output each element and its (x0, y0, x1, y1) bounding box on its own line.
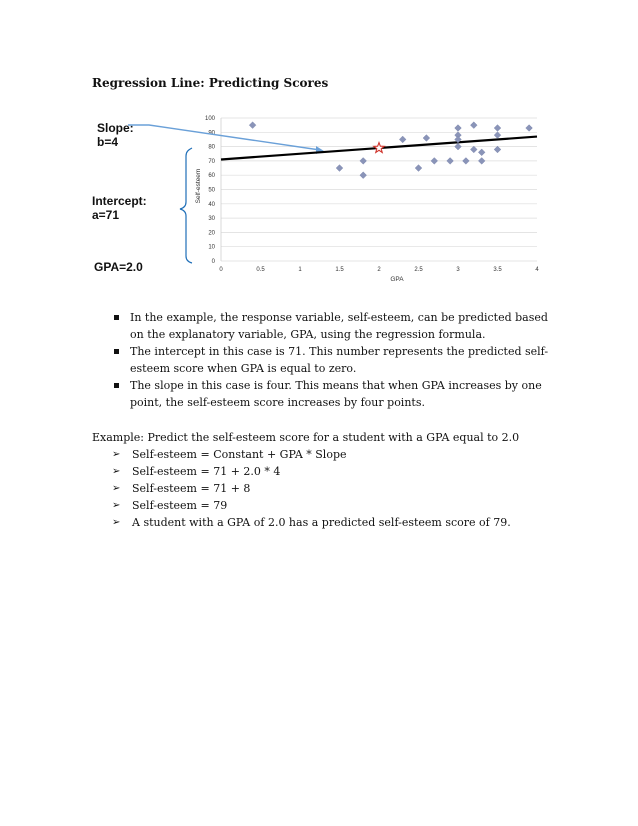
bullet-item (112, 377, 552, 411)
data-point (494, 125, 501, 132)
step-text: A student with a GPA of 2.0 has a predicted self-esteem score of 79. (132, 516, 511, 529)
step-text: Self-esteem = Constant + GPA * Slope (132, 448, 347, 461)
data-point (526, 125, 533, 132)
calculation-steps (112, 446, 511, 531)
data-point (470, 146, 477, 153)
scatter-chart (88, 108, 548, 288)
y-tick-label: 0 (211, 259, 215, 265)
data-point (478, 149, 485, 156)
x-tick-label: 0.5 (256, 267, 265, 273)
x-tick-label: 3 (456, 267, 460, 273)
x-tick-label: 2.5 (414, 267, 423, 273)
arrow-bullet-icon: ➢ (112, 449, 121, 460)
intercept-value: a=71 (92, 208, 120, 222)
data-point (478, 158, 485, 165)
step-item (112, 446, 511, 463)
bullet-text: In the example, the response variable, self-esteem, can be predicted based on the explanatory variable, GPA, using the regression formula. (130, 311, 548, 341)
arrow-bullet-icon: ➢ (112, 466, 121, 477)
example-intro: Example: Predict the self-esteem score for a student with a GPA equal to 2.0 (92, 431, 520, 444)
x-tick-label: 1 (298, 267, 302, 273)
data-point (463, 158, 470, 165)
y-axis-label: Self-esteem (195, 168, 202, 204)
x-tick-labels (219, 267, 539, 273)
x-tick-label: 0 (219, 267, 223, 273)
step-text: Self-esteem = 71 + 8 (132, 482, 251, 495)
y-tick-label: 20 (208, 230, 215, 237)
arrow-bullet-icon: ➢ (112, 517, 121, 528)
y-tick-labels (205, 116, 216, 265)
data-point (447, 158, 454, 165)
bullet-list (112, 309, 552, 411)
highlight-star-marker (374, 143, 384, 153)
bullet-item (112, 309, 552, 343)
y-tick-label: 10 (208, 244, 215, 251)
square-bullet-icon (114, 315, 119, 320)
square-bullet-icon (114, 383, 119, 388)
y-tick-label: 40 (208, 201, 215, 208)
intercept-annotation (92, 194, 147, 222)
page-title: Regression Line: Predicting Scores (92, 76, 329, 90)
regression-figure (88, 108, 548, 288)
slope-annotation (97, 121, 134, 149)
data-point (431, 158, 438, 165)
data-points (249, 122, 532, 179)
data-point (455, 125, 462, 132)
data-point (415, 165, 422, 172)
step-item (112, 480, 511, 497)
step-text: Self-esteem = 79 (132, 499, 228, 512)
data-point (336, 165, 343, 172)
data-point (423, 135, 430, 142)
slope-value: b=4 (97, 135, 119, 149)
y-tick-label: 30 (208, 216, 215, 223)
x-tick-label: 2 (377, 267, 381, 273)
intercept-label: Intercept: (92, 194, 147, 208)
square-bullet-icon (114, 349, 119, 354)
data-point (249, 122, 256, 129)
arrow-bullet-icon: ➢ (112, 500, 121, 511)
y-tick-label: 100 (204, 116, 215, 122)
highlight-group (374, 143, 384, 153)
gpa-annotation: GPA=2.0 (94, 260, 143, 274)
intercept-brace (180, 148, 192, 263)
y-tick-label: 50 (208, 187, 215, 194)
data-point (399, 136, 406, 143)
y-tick-label: 70 (208, 158, 215, 165)
bullet-item (112, 343, 552, 377)
slope-label: Slope: (97, 121, 134, 135)
y-tick-label: 90 (208, 130, 215, 137)
bullet-text: The slope in this case is four. This means that when GPA increases by one point, the self-esteem score increases by four points. (130, 379, 542, 409)
y-tick-label: 80 (208, 144, 215, 151)
step-text: Self-esteem = 71 + 2.0 * 4 (132, 465, 281, 478)
data-point (360, 158, 367, 165)
step-item (112, 497, 511, 514)
arrow-bullet-icon: ➢ (112, 483, 121, 494)
step-item (112, 463, 511, 480)
y-tick-label: 60 (208, 173, 215, 180)
x-axis-label: GPA (390, 276, 404, 283)
data-point (494, 132, 501, 139)
x-tick-label: 1.5 (335, 267, 344, 273)
data-point (470, 122, 477, 129)
data-point (455, 143, 462, 150)
slope-arrow (128, 125, 324, 154)
bullet-text: The intercept in this case is 71. This number represents the predicted self-esteem score when GPA is equal to zero. (130, 345, 549, 375)
x-tick-label: 3.5 (493, 267, 502, 273)
step-item (112, 514, 511, 531)
data-point (360, 172, 367, 179)
data-point (494, 146, 501, 153)
x-tick-label: 4 (535, 267, 539, 273)
